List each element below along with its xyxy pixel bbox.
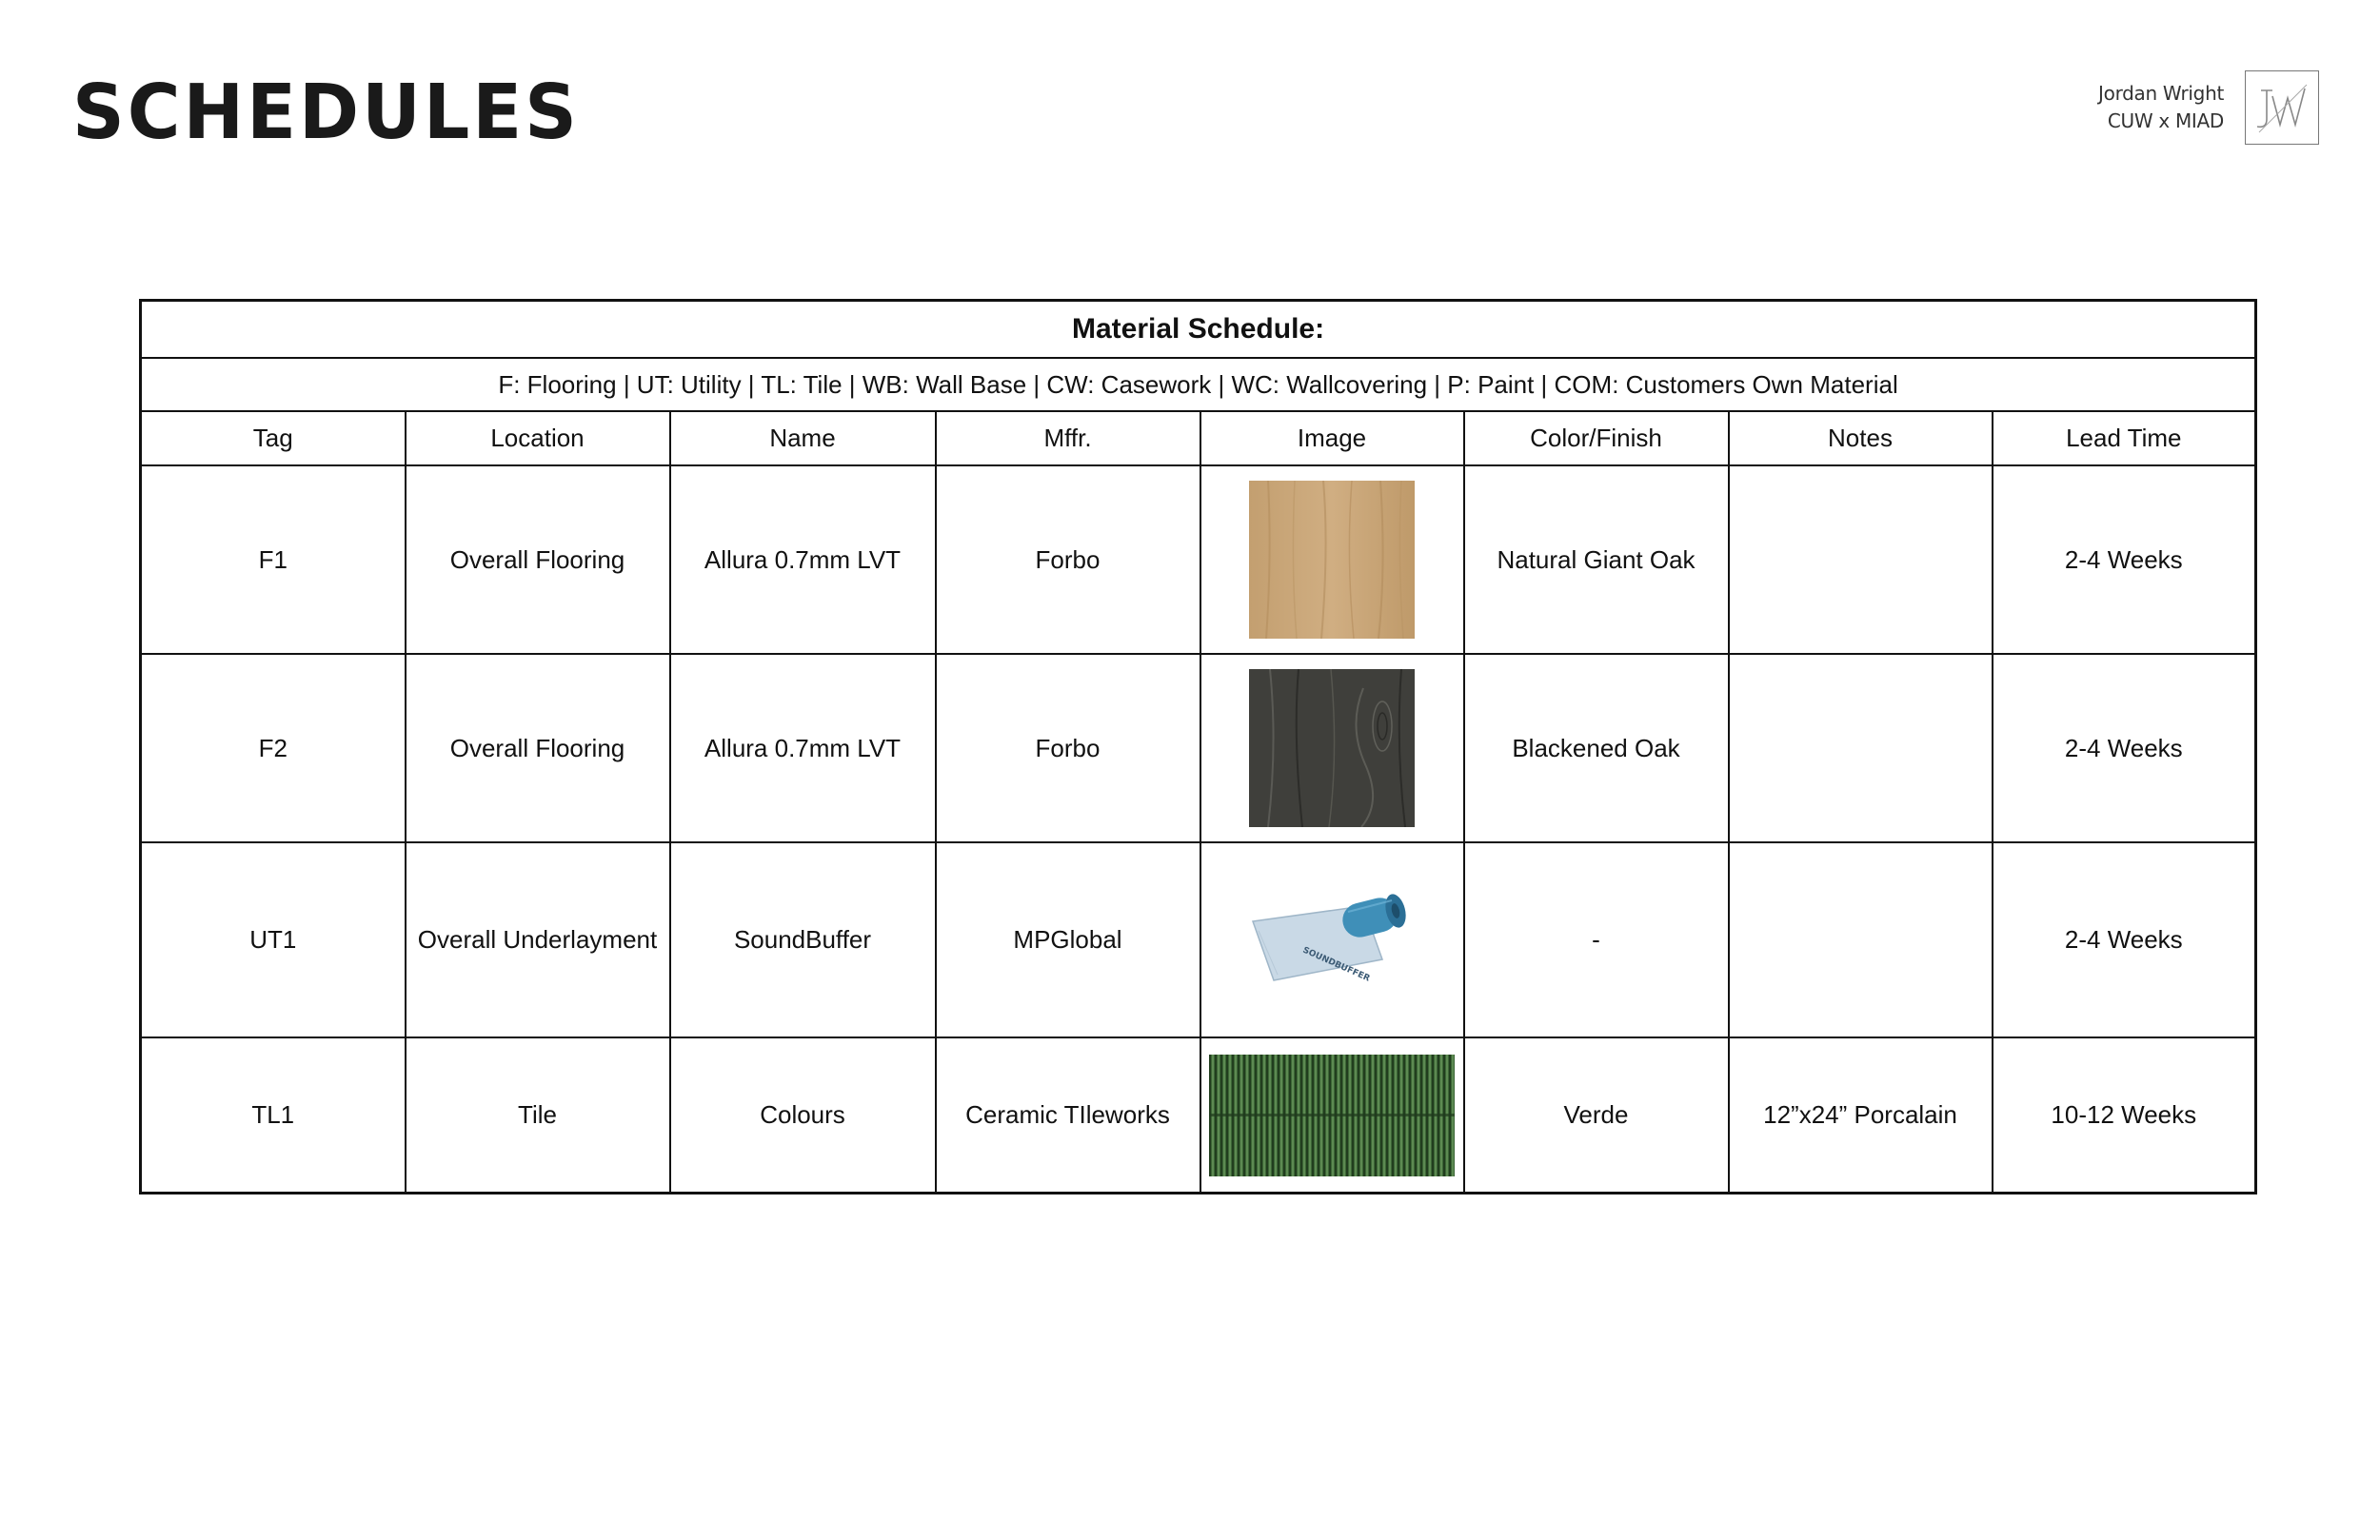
column-header-tag: Tag <box>141 411 406 465</box>
cell-mffr: Ceramic TIleworks <box>936 1037 1200 1194</box>
page-title: SCHEDULES <box>72 67 580 157</box>
column-header-location: Location <box>406 411 670 465</box>
cell-color-finish: Natural Giant Oak <box>1464 465 1729 654</box>
brand-name: Jordan Wright <box>2098 82 2224 105</box>
cell-tag: F1 <box>141 465 406 654</box>
cell-image <box>1200 842 1464 1037</box>
svg-text:SOUNDBUFFER: SOUNDBUFFER <box>1300 945 1372 984</box>
cell-notes <box>1729 465 1993 654</box>
table-row <box>141 1037 2256 1194</box>
cell-color-finish: Verde <box>1464 1037 1729 1194</box>
cell-mffr: Forbo <box>936 465 1200 654</box>
green-fluted-tile-swatch-icon <box>1209 1055 1455 1176</box>
cell-color-finish: Blackened Oak <box>1464 654 1729 842</box>
cell-tag: UT1 <box>141 842 406 1037</box>
blackened-oak-wood-swatch-icon <box>1249 669 1415 827</box>
brand-block <box>2098 70 2319 145</box>
column-header-image: Image <box>1200 411 1464 465</box>
schedule-title: Material Schedule: <box>141 301 2256 359</box>
cell-tag: F2 <box>141 654 406 842</box>
cell-location: Overall Underlayment <box>406 842 670 1037</box>
cell-notes: 12”x24” Porcalain <box>1729 1037 1993 1194</box>
underlayment-roll-icon <box>1249 893 1415 988</box>
cell-name: Allura 0.7mm LVT <box>670 654 936 842</box>
jw-monogram-icon <box>2245 70 2319 145</box>
column-header-lead-time: Lead Time <box>1993 411 2256 465</box>
cell-location: Overall Flooring <box>406 654 670 842</box>
cell-tag: TL1 <box>141 1037 406 1194</box>
cell-lead-time: 2-4 Weeks <box>1993 465 2256 654</box>
cell-name: Colours <box>670 1037 936 1194</box>
cell-notes <box>1729 654 1993 842</box>
table-row <box>141 465 2256 654</box>
cell-mffr: Forbo <box>936 654 1200 842</box>
cell-name: SoundBuffer <box>670 842 936 1037</box>
schedule-legend: F: Flooring | UT: Utility | TL: Tile | WB: Wall Base | CW: Casework | WC: Wallcovering | P: Paint | COM: Customers Own Material <box>141 358 2256 411</box>
column-header-name: Name <box>670 411 936 465</box>
brand-text <box>2098 80 2224 135</box>
cell-color-finish: - <box>1464 842 1729 1037</box>
column-header-mffr: Mffr. <box>936 411 1200 465</box>
cell-image <box>1200 654 1464 842</box>
cell-location: Overall Flooring <box>406 465 670 654</box>
light-oak-wood-swatch-icon <box>1249 481 1415 639</box>
table-row <box>141 654 2256 842</box>
cell-lead-time: 2-4 Weeks <box>1993 654 2256 842</box>
cell-image <box>1200 1037 1464 1194</box>
column-header-notes: Notes <box>1729 411 1993 465</box>
schedule-legend-row <box>141 358 2256 411</box>
table-row <box>141 842 2256 1037</box>
column-header-color-finish: Color/Finish <box>1464 411 1729 465</box>
column-header-row <box>141 411 2256 465</box>
cell-location: Tile <box>406 1037 670 1194</box>
cell-image <box>1200 465 1464 654</box>
cell-name: Allura 0.7mm LVT <box>670 465 936 654</box>
material-schedule-table <box>139 299 2257 1194</box>
cell-notes <box>1729 842 1993 1037</box>
schedule-title-row <box>141 301 2256 359</box>
brand-program: CUW x MIAD <box>2107 109 2224 132</box>
cell-lead-time: 2-4 Weeks <box>1993 842 2256 1037</box>
cell-mffr: MPGlobal <box>936 842 1200 1037</box>
cell-lead-time: 10-12 Weeks <box>1993 1037 2256 1194</box>
